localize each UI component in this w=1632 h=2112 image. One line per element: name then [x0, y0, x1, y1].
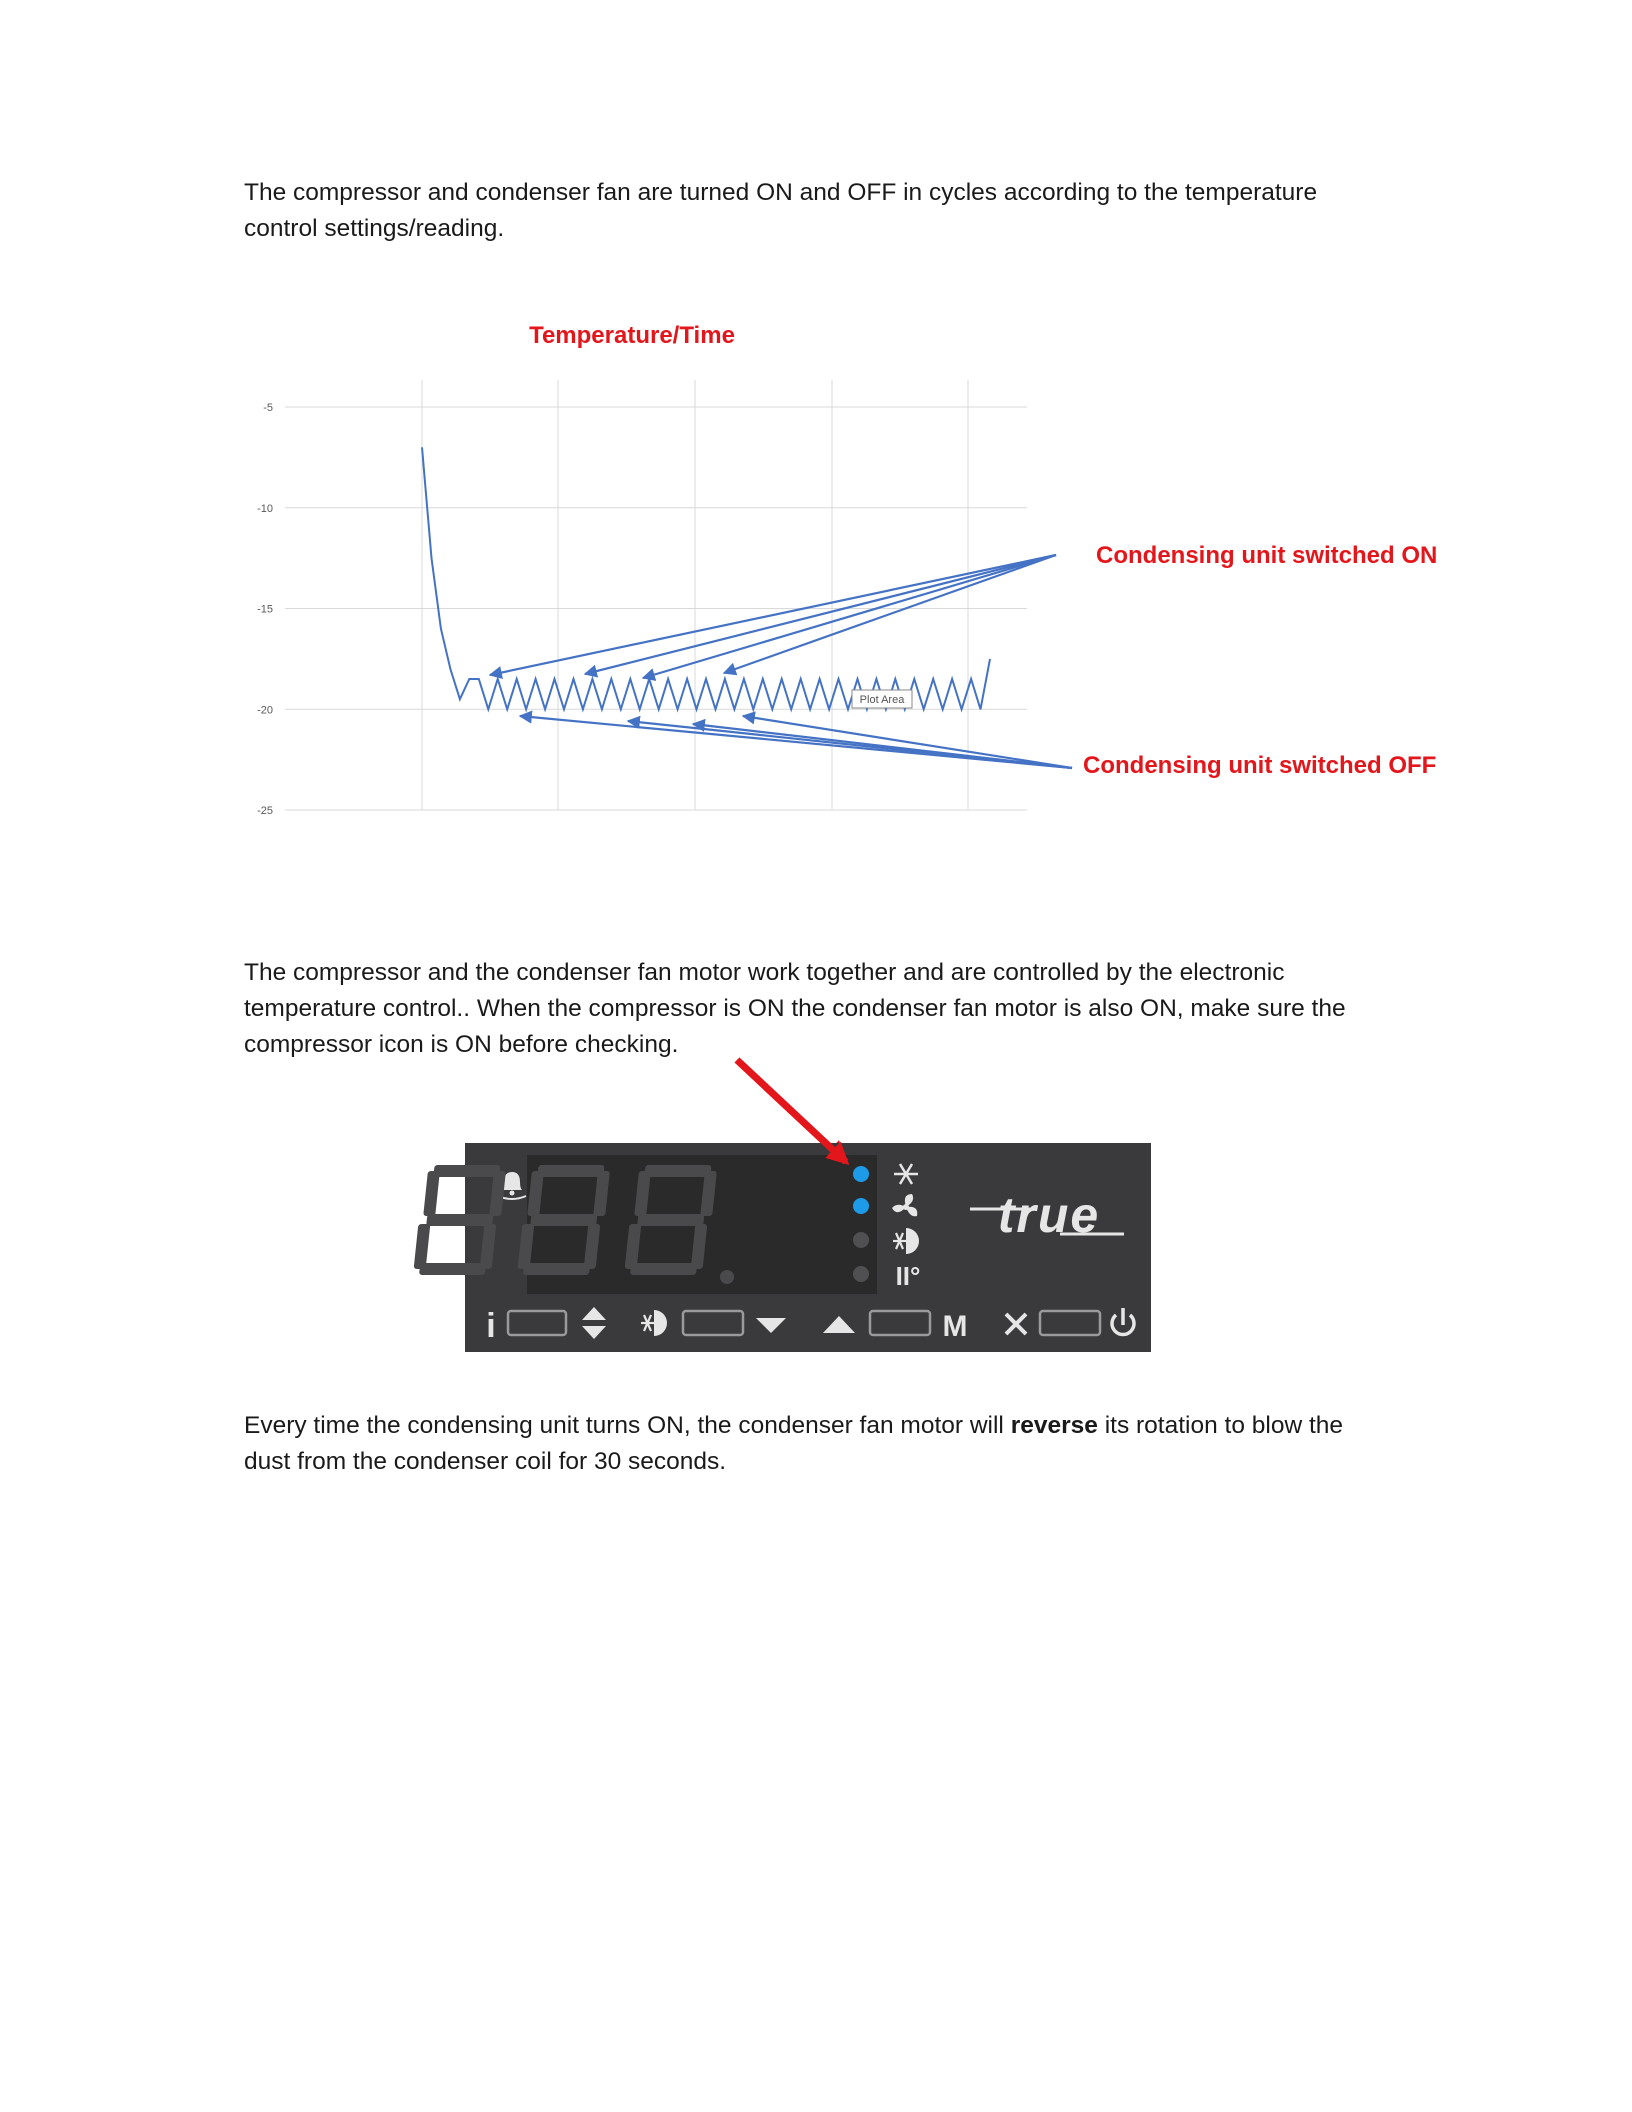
y-tick-label: -25 [257, 805, 273, 817]
y-tick-label: -20 [257, 704, 273, 717]
display-value: 88.8 [701, 1270, 703, 1271]
pause-indicator [853, 1266, 869, 1282]
power-button-pad[interactable] [1040, 1311, 1100, 1335]
segment [423, 1171, 440, 1216]
segment [426, 1214, 493, 1226]
segment [419, 1263, 486, 1275]
segment [433, 1165, 500, 1177]
menu-button[interactable]: M [942, 1310, 968, 1343]
defrost-button-pad[interactable] [683, 1311, 743, 1335]
decimal-point [720, 1270, 734, 1284]
compressor-indicator [853, 1166, 869, 1182]
segment [630, 1263, 697, 1275]
final-text-start: Every time the condensing unit turns ON, the condenser fan motor will [244, 1412, 1011, 1439]
final-text-end: its rotation to blow the dust from the condenser coil for 30 seconds. [244, 1412, 1344, 1475]
fan-indicator [853, 1198, 869, 1214]
defrost-indicator [853, 1232, 869, 1248]
true-logo: true [997, 1187, 1101, 1243]
controller-panel [414, 1143, 1151, 1352]
y-tick-label: -10 [257, 502, 273, 515]
segment [637, 1214, 704, 1226]
menu-button-pad[interactable] [870, 1311, 930, 1335]
on-annotation-label: Condensing unit switched ON [1096, 542, 1438, 569]
y-tick-label: -15 [257, 603, 273, 616]
chart-title: Temperature/Time [529, 322, 735, 349]
segment [523, 1263, 590, 1275]
off-annotation-label: Condensing unit switched OFF [1083, 752, 1437, 779]
final-text-bold: reverse [1010, 1412, 1098, 1439]
pause-degree-icon: II° [895, 1261, 921, 1291]
intro-paragraph: The compressor and condenser fan are turned ON and OFF in cycles according to the temperature control settings/reading. [244, 179, 1318, 242]
segment [414, 1224, 431, 1269]
plot-area-tooltip-text: Plot Area [859, 694, 905, 706]
segment [530, 1214, 597, 1226]
y-tick-label: -5 [263, 402, 273, 414]
info-button-pad[interactable] [508, 1311, 566, 1335]
info-button[interactable]: i [486, 1307, 496, 1345]
middle-paragraph: The compressor and the condenser fan motor work together and are controlled by the electronic temperature control.. When the compressor is ON the condenser fan motor is also ON, make sure the compressor icon is ON before checking. [244, 959, 1346, 1058]
segment [537, 1165, 604, 1177]
segment [644, 1165, 711, 1177]
